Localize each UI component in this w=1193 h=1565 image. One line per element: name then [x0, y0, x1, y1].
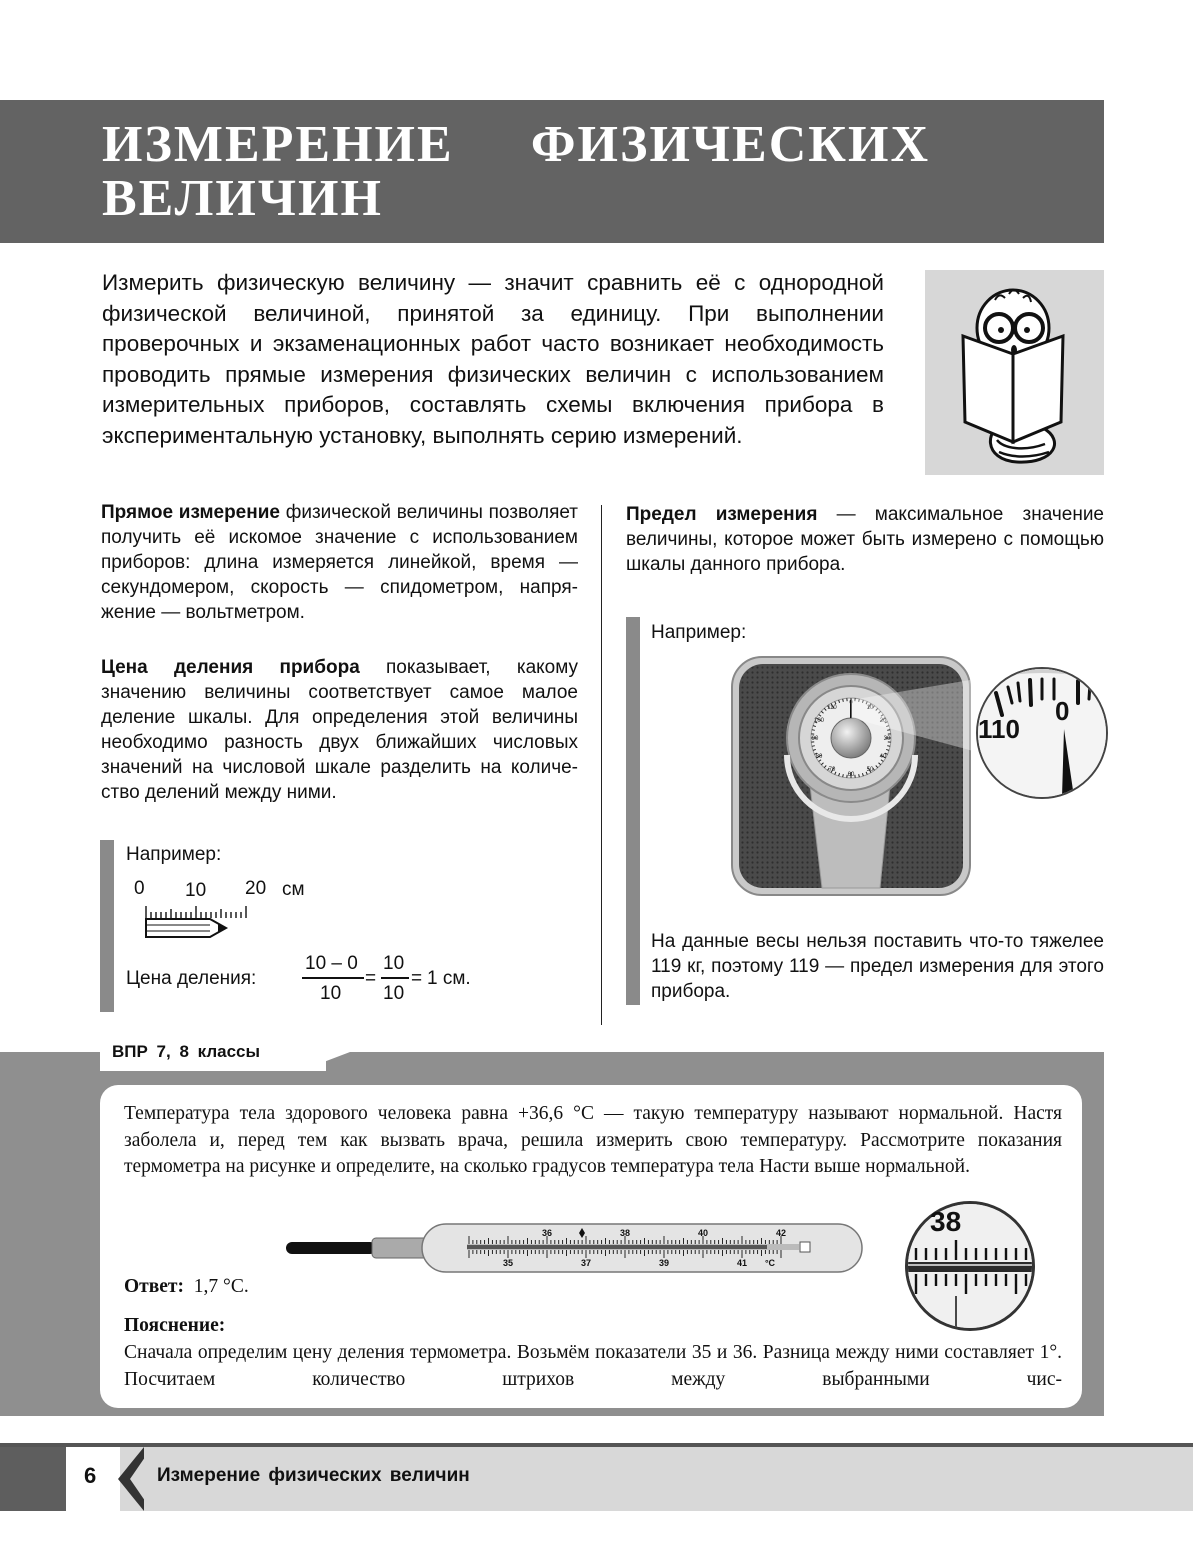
fraction-2-denominator: 10	[383, 983, 405, 1004]
dial-label-30: 30	[883, 736, 891, 742]
dial-label-20: 20	[879, 718, 887, 724]
example-bar-right	[626, 617, 640, 1005]
footer-title: Измерение физических величин	[157, 1465, 470, 1486]
reading-worm-illustration	[925, 270, 1104, 475]
dial-label-50: 50	[866, 767, 874, 773]
explanation-text: Сначала определим цену деления термометра. Возьмём показатели 35 и 36. Разница между ними составляет 1°. Посчитаем количество штрихов между выбранными чис-	[124, 1342, 1062, 1390]
thermometer-zoom-circle	[905, 1201, 1035, 1331]
dial-label-10: 10	[866, 705, 874, 711]
ruler-tick-10: 10	[185, 880, 207, 901]
division-value-paragraph: Цена деления прибора показывает, какому значению величины соответствует самое малое деление шкалы. Для определения этой величины необходимо разность двух ближайших числовых значений на числовой шкале разделить на количество делений между ними.	[101, 657, 578, 803]
task-text: Температура тела здорового человека равна +36,6 °С — такую температуру называют нормальной. Настя заболела и, перед тем как вызвать врача, решила измерить свою температуру. Рассмотрите показания термометра на рисунке и определите, на сколько градусов температура тела Насти выше нормальной.	[124, 1103, 1062, 1177]
measurement-limit-paragraph: Предел измерения — максимальное значение величины, которое может быть измерено с помощью шкалы данного прибора.	[626, 504, 1105, 575]
ruler-tick-20: 20	[245, 878, 267, 899]
dial-label-80: 80	[815, 754, 823, 760]
fraction-2-line	[381, 977, 409, 979]
footer-left-block	[0, 1447, 66, 1511]
dial-tick	[887, 730, 890, 731]
intro-paragraph: Измерить физическую величину — значит сравнить её с однородной физической величиной, принятой за единицу. При выполнении проверочных и экзаменационных работ часто возникает необходимость проводить прямые измерения физических величин с использованием измерительных приборов, составлять схемы включения прибора в экспериментальную установку, выполнять серию измерений.	[102, 270, 884, 448]
scale-zoom-label-110: 110	[978, 714, 1020, 744]
fraction-1-numerator: 10 – 0	[305, 953, 358, 974]
thermo-label-35: 35	[502, 1258, 514, 1268]
example-label-right: Например:	[651, 622, 747, 643]
equals-sign-2: =	[411, 968, 423, 989]
page-number: 6	[84, 1463, 97, 1488]
fraction-1-denominator: 10	[320, 983, 342, 1004]
fraction-1-line	[302, 977, 364, 979]
dial-tick	[843, 774, 844, 777]
example-label-left: Например:	[126, 844, 222, 865]
dial-tick	[812, 746, 815, 747]
thermometer-zoom-value: 38	[930, 1206, 962, 1237]
pencil-ruler-illustration	[140, 900, 255, 942]
dial-tick	[859, 774, 860, 777]
ruler-tick-0: 0	[134, 878, 145, 899]
thermometer-illustration	[282, 1220, 868, 1276]
fraction-2-numerator: 10	[383, 953, 405, 974]
column-divider	[601, 505, 602, 1025]
ruler-unit: см	[282, 879, 305, 900]
dial-label-110: 110	[827, 705, 837, 711]
equals-sign-1: =	[365, 968, 377, 989]
thermo-label-39: 39	[658, 1258, 670, 1268]
page-title: ИЗМЕРЕНИЕ ФИЗИЧЕСКИХ ВЕЛИЧИН	[102, 116, 930, 227]
vpr-tab-label: ВПР 7, 8 классы	[112, 1042, 261, 1061]
dial-label-70: 70	[828, 767, 836, 773]
explanation-label: Пояснение:	[124, 1315, 226, 1336]
dial-label-0: 0	[849, 700, 853, 706]
thermo-label-38: 38	[619, 1228, 631, 1238]
thermo-label-42: 42	[775, 1228, 787, 1238]
thermo-label-36: 36	[541, 1228, 553, 1238]
thermo-label-41: 41	[736, 1258, 748, 1268]
footer-chevron-inner	[130, 1447, 152, 1511]
dial-tick	[843, 699, 844, 702]
dial-label-60: 60	[847, 772, 855, 778]
dial-tick	[887, 746, 890, 747]
bathroom-scale-illustration	[730, 655, 1030, 900]
formula-result: 1 см.	[427, 968, 471, 989]
dial-label-40: 40	[879, 754, 887, 760]
direct-measurement-paragraph: Прямое измерение физической величины позволяет получить её искомое значение с использованием приборов: длина измеряется линейкой, время — секундомером, скорость — спидометром, напряжение — вольтметром.	[101, 502, 578, 623]
answer-row: Ответ: 1,7 °С.	[124, 1276, 249, 1297]
scale-caption: На данные весы нельзя поставить что-то тяжелее 119 кг, поэтому 119 — предел измерения для этого прибора.	[651, 931, 1104, 1002]
example-bar-left	[100, 840, 114, 1012]
scale-zoom-label-0: 0	[1055, 696, 1070, 726]
thermo-label-40: 40	[697, 1228, 709, 1238]
thermo-unit-label: °C	[764, 1258, 776, 1268]
division-value-label: Цена деления:	[126, 968, 257, 989]
dial-label-90: 90	[811, 736, 819, 742]
dial-label-100: 100	[813, 718, 825, 724]
dial-tick	[812, 730, 815, 731]
thermo-label-37: 37	[580, 1258, 592, 1268]
